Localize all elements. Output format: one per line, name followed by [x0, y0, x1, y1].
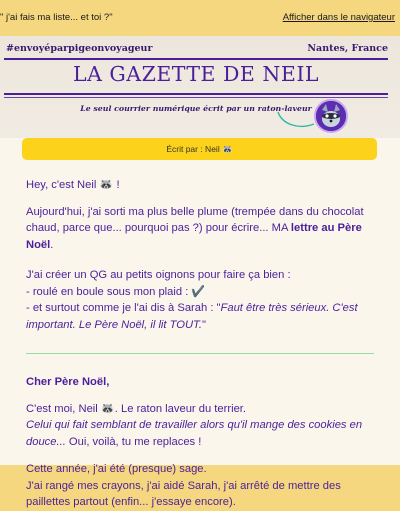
hq-list-item-2-end: "	[201, 318, 206, 331]
section-divider	[26, 353, 374, 354]
newsletter-email	[0, 36, 400, 508]
paragraph-intro	[26, 204, 374, 254]
email-content	[0, 138, 400, 511]
masthead-rule-top	[4, 58, 388, 60]
masthead-rule-mid-thin	[4, 97, 388, 98]
raccoon-avatar	[314, 99, 348, 133]
hq-list-item-2	[26, 300, 374, 333]
letter-paragraph-2	[26, 461, 374, 511]
letter-paragraph-2-line-1: Cette année, j'ai été (presque) sage.	[26, 463, 207, 475]
preview-text: " j'ai fais ma liste... et toi ?"	[0, 12, 113, 23]
hq-list-item-1: - roulé en boule sous mon plaid : ✔️	[26, 285, 206, 298]
paragraph-intro-text: Aujourd'hui, j'ai sorti ma plus belle plume (trempée dans du chocolat chaud, parce que... pourquoi pas ?) pour écrire... MA	[26, 205, 364, 234]
letter-paragraph-1-end: Oui, voilà, tu me replaces !	[65, 435, 202, 448]
hq-intro: J'ai créer un QG au petits oignons pour faire ça bien :	[26, 269, 291, 281]
masthead-rule-mid	[4, 93, 388, 95]
location: Nantes, France	[307, 43, 388, 54]
masthead	[0, 36, 400, 138]
letter-paragraph-1-lead: C'est moi, Neil 🦝. Le raton laveur du terrier.	[26, 402, 247, 415]
letter-link-text: lettre au Père Noël	[26, 222, 362, 251]
letter-paragraph-1-italic: Celui qui fait semblant de travailler alors qu'il mange des cookies en douce...	[26, 419, 363, 448]
greeting: Hey, c'est Neil 🦝 !	[26, 179, 120, 191]
swoosh-decoration	[276, 110, 318, 132]
hq-list-item-2-quote: Faut être très sérieux. C'est important. Le Père Noël, il lit TOUT.	[26, 302, 358, 331]
letter-paragraph-1	[26, 401, 374, 451]
letter-salutation: Cher Père Noël,	[26, 376, 110, 388]
hashtag: #envoyéparpigeonvoyageur	[6, 43, 153, 54]
raccoon-icon	[316, 101, 346, 131]
letter-paragraph-2-line-2: J'ai rangé mes crayons, j'ai aidé Sarah, j'ai arrêté de mettre des paillettes partout (enfin... j'essaye encore).	[26, 479, 341, 508]
newsletter-title: LA GAZETTE DE NEIL	[72, 62, 320, 86]
email-preview-bar	[0, 0, 400, 36]
hq-list-item-2-lead: - et surtout comme je l'ai dis à Sarah : "	[26, 302, 221, 314]
tagline: Le seul courrier numérique écrit par un raton-laveur	[80, 104, 312, 113]
paragraph-intro-end: .	[50, 238, 54, 251]
author-badge: Écrit par : Neil 🦝	[22, 138, 377, 160]
open-in-browser-link[interactable]: Afficher dans le navigateur	[282, 12, 395, 23]
